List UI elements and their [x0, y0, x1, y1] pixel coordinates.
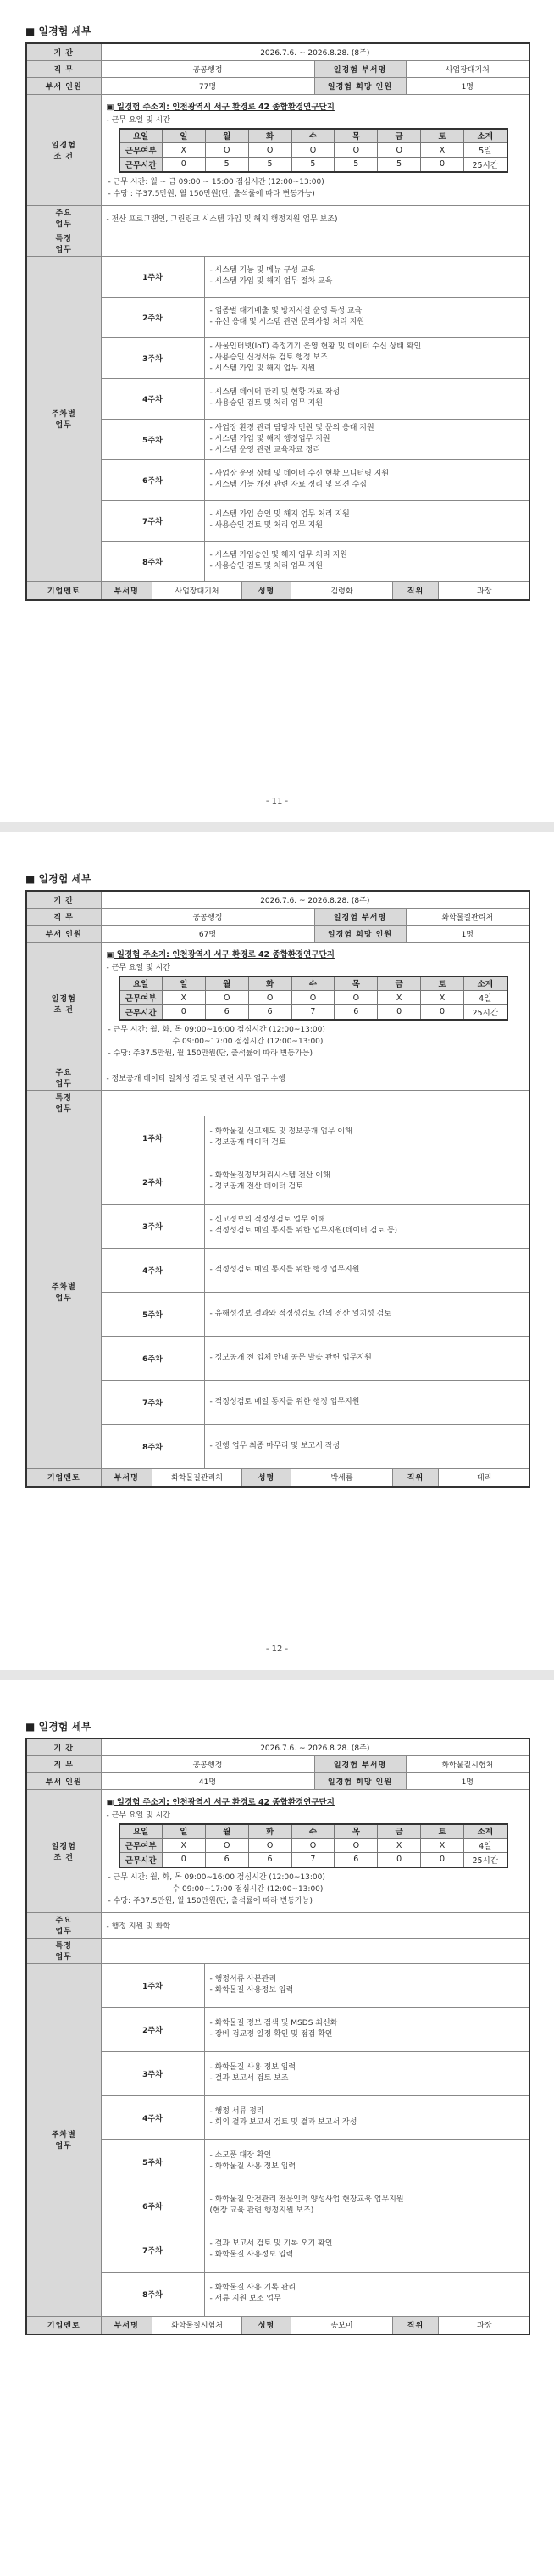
work-flag: X: [162, 143, 205, 158]
period-value: 2026.7.6. ~ 2026.8.28. (8주): [101, 891, 529, 908]
work-hours: 0: [421, 158, 464, 172]
day-header: 토: [421, 129, 464, 143]
workdays-table: [119, 128, 508, 173]
work-hours: 6: [248, 1853, 291, 1867]
role-value: 공공행정: [101, 908, 314, 925]
conditions-label: 일경험 조 건: [26, 1789, 101, 1912]
week-number: 5주차: [101, 1292, 204, 1336]
condition-note: 수 09:00~17:00 점심시간 (12:00~13:00): [172, 1037, 324, 1046]
staff-value: 67명: [101, 925, 314, 942]
week-task-line: - 정보공개 전 업체 안내 공문 발송 관련 업무지원: [209, 1353, 372, 1362]
week-tasks: [204, 1424, 529, 1468]
mentor-name-label: 성명: [242, 1469, 291, 1486]
mentor-title-label: 직위: [393, 582, 439, 599]
week-number: 5주차: [101, 419, 204, 459]
week-tasks: [204, 337, 529, 378]
dept-value: 화학물질시험처: [406, 1755, 529, 1772]
week-task-line: - 시스템 기능 개선 관련 자료 정리 및 의견 수집: [209, 481, 367, 489]
main-task-label: 주요 업무: [26, 205, 101, 231]
period-value: 2026.7.6. ~ 2026.8.28. (8주): [101, 1739, 529, 1755]
work-hours: 25시간: [464, 1853, 507, 1867]
work-flag: X: [421, 143, 464, 158]
week-task-line: - 화학물질 정보 검색 및 MSDS 최신화: [209, 2019, 338, 2028]
main-task-value: - 정보공개 데이터 일치성 검토 및 관련 서무 업무 수행: [101, 1065, 529, 1090]
section-title: ■ 일경험 세부: [25, 25, 91, 37]
work-hours: 5: [205, 158, 248, 172]
week-task-line: - 사용승인 검토 및 처리 업무 지원: [209, 562, 323, 570]
work-flag: O: [205, 991, 248, 1005]
hire-value: 1명: [406, 1772, 529, 1789]
week-number: 8주차: [101, 541, 204, 581]
work-hours: 0: [378, 1005, 421, 1020]
week-tasks: [204, 1336, 529, 1380]
detail-table: [25, 1738, 530, 2335]
main-task-label: 주요 업무: [26, 1912, 101, 1938]
hire-value: 1명: [406, 925, 529, 942]
mentor-title-value: 과장: [439, 2317, 530, 2334]
week-task-line: - 적정성검토 메일 통지를 위한 행정 업무지원: [209, 1265, 360, 1274]
week-tasks: [204, 2095, 529, 2139]
day-header: 수: [291, 129, 335, 143]
work-hours: 25시간: [464, 1005, 507, 1020]
day-header: 목: [335, 976, 378, 991]
week-task-line: - 화학물질 사용 정보 입력: [209, 2063, 296, 2072]
main-task-value: - 전산 프로그램인, 그린링크 시스템 가입 및 해지 행정지원 업무 보조): [101, 205, 529, 231]
condition-note: - 수당: 주37.5만원, 월 150만원(단, 출석률에 따라 변동가능): [108, 1896, 313, 1906]
work-hours: 0: [378, 1853, 421, 1867]
special-task-value: [101, 231, 529, 256]
hours-row-label: 근무시간: [119, 1005, 163, 1020]
work-flag: O: [248, 1839, 291, 1853]
week-tasks: [204, 2051, 529, 2095]
work-flag: O: [378, 143, 421, 158]
week-task-line: - 정보공개 전산 데이터 검토: [209, 1182, 303, 1191]
conditions-cell: [101, 94, 529, 205]
main-task-value: - 행정 지원 및 화학: [101, 1912, 529, 1938]
week-tasks: [204, 1160, 529, 1204]
week-task-line: - 결과 보고서 검토 및 기록 오기 확인: [209, 2239, 333, 2248]
day-header: 소계: [464, 976, 507, 991]
work-flag: O: [335, 991, 378, 1005]
work-flag: O: [205, 143, 248, 158]
week-task-line: - 시스템 가입 및 해지 업무 지원: [209, 364, 316, 373]
condition-note: - 수당: 주37.5만원, 월 150만원(단, 출석률에 따라 변동가능): [108, 1049, 313, 1058]
week-task-line: - 화학물질 안전관리 전문인력 양성사업 현장교육 업무지원: [209, 2195, 404, 2204]
weekly-task-label: 주차별 업무: [26, 1116, 101, 1468]
work-row-label: 근무여부: [119, 1839, 163, 1853]
week-task-line: - 사물인터넷(IoT) 측정기기 운영 현황 및 데이터 수신 상태 확인: [209, 342, 422, 351]
week-number: 1주차: [101, 1963, 204, 2007]
week-tasks: [204, 459, 529, 500]
page-separator: [0, 1670, 554, 1680]
dept-label: 일경험 부서명: [314, 60, 406, 77]
week-number: 2주차: [101, 2007, 204, 2051]
week-task-line: - 장비 검교정 일정 확인 및 점검 확인: [209, 2030, 333, 2039]
mentor-dept-label: 부서명: [102, 1469, 152, 1486]
week-tasks: [204, 1204, 529, 1248]
staff-label: 부서 인원: [26, 925, 101, 942]
week-number: 1주차: [101, 256, 204, 297]
period-label: 기 간: [26, 891, 101, 908]
hire-label: 일경험 희망 인원: [314, 77, 406, 94]
week-task-line: - 시스템 기능 및 메뉴 구성 교육: [209, 266, 316, 275]
work-address: ▣ 일경험 주소지: 인천광역시 서구 환경로 42 종합환경연구단지: [106, 1797, 335, 1807]
hours-row-label: 근무시간: [119, 158, 163, 172]
week-tasks: [204, 2272, 529, 2316]
hours-header: - 근무 요일 및 시간: [106, 1811, 171, 1820]
week-task-line: - 화학물질 신고제도 및 정보공개 업무 이해: [209, 1127, 352, 1136]
weekly-task-label: 주차별 업무: [26, 1963, 101, 2316]
day-header: 화: [248, 129, 291, 143]
mentor-name-label: 성명: [242, 2317, 291, 2334]
mentor-dept-value: 사업장대기처: [152, 582, 242, 599]
week-task-line: - 화학물질 사용정보 입력: [209, 2251, 294, 2259]
workdays-table: [119, 976, 508, 1021]
week-tasks: [204, 297, 529, 337]
role-value: 공공행정: [101, 1755, 314, 1772]
work-row-label: 근무여부: [119, 143, 163, 158]
week-task-line: (현장 교육 관련 행정지원 보조): [209, 2206, 314, 2215]
week-task-line: - 화학물질정보처리시스템 전산 이해: [209, 1171, 330, 1180]
day-header: 금: [378, 129, 421, 143]
week-tasks: [204, 378, 529, 419]
dept-value: 사업장대기처: [406, 60, 529, 77]
mentor-dept-value: 화학물질시험처: [152, 2317, 242, 2334]
work-hours: 0: [162, 158, 205, 172]
work-flag: X: [162, 1839, 205, 1853]
hours-header: - 근무 요일 및 시간: [106, 963, 171, 972]
mentor-title-value: 과장: [439, 582, 530, 599]
mentor-dept-value: 화학물질관리처: [152, 1469, 242, 1486]
work-flag: X: [378, 991, 421, 1005]
special-task-label: 특정 업무: [26, 231, 101, 256]
week-task-line: - 신고정보의 적정성검토 업무 이해: [209, 1216, 325, 1224]
work-hours: 7: [291, 1853, 335, 1867]
work-flag: X: [378, 1839, 421, 1853]
week-task-line: - 시스템 데이터 관리 및 현황 자료 작성: [209, 388, 341, 397]
dept-value: 화학물질관리처: [406, 908, 529, 925]
hire-value: 1명: [406, 77, 529, 94]
mentor-dept-label: 부서명: [102, 582, 152, 599]
role-value: 공공행정: [101, 60, 314, 77]
document-page: [0, 1695, 554, 2576]
workdays-table: [119, 1823, 508, 1868]
week-tasks: [204, 2228, 529, 2272]
week-number: 7주차: [101, 2228, 204, 2272]
work-hours: 5: [378, 158, 421, 172]
work-address: ▣ 일경험 주소지: 인천광역시 서구 환경로 42 종합환경연구단지: [106, 949, 335, 960]
work-hours: 0: [421, 1005, 464, 1020]
document-page: [0, 0, 554, 848]
work-hours: 5: [291, 158, 335, 172]
mentor-title-value: 대리: [439, 1469, 530, 1486]
week-task-line: - 화학물질 사용 정보 입력: [209, 2162, 296, 2171]
conditions-label: 일경험 조 건: [26, 94, 101, 205]
week-tasks: [204, 2184, 529, 2228]
day-header: 월: [205, 1824, 248, 1839]
weekly-task-label: 주차별 업무: [26, 256, 101, 581]
mentor-details: [101, 1468, 529, 1487]
work-flag: X: [421, 1839, 464, 1853]
work-flag: O: [248, 991, 291, 1005]
special-task-label: 특정 업무: [26, 1938, 101, 1963]
week-number: 4주차: [101, 1248, 204, 1292]
detail-table: [25, 42, 530, 601]
week-number: 3주차: [101, 1204, 204, 1248]
work-hours: 0: [162, 1853, 205, 1867]
mentor-details: [101, 581, 529, 600]
condition-note: - 근무 시간: 월 ~ 금 09:00 ~ 15:00 점심시간 (12:00~13:00): [108, 177, 324, 186]
week-number: 5주차: [101, 2139, 204, 2184]
role-label: 직 무: [26, 60, 101, 77]
staff-value: 41명: [101, 1772, 314, 1789]
week-task-line: - 업종별 대기배출 및 방지시설 운영 특성 교육: [209, 307, 363, 315]
work-hours: 6: [335, 1005, 378, 1020]
dept-label: 일경험 부서명: [314, 908, 406, 925]
detail-table: [25, 890, 530, 1488]
work-hours: 5: [248, 158, 291, 172]
condition-note: - 근무 시간: 월, 화, 목 09:00~16:00 점심시간 (12:00~13:00): [108, 1872, 325, 1882]
week-task-line: - 적정성검토 메일 통지를 위한 행정 업무지원: [209, 1397, 360, 1406]
staff-value: 77명: [101, 77, 314, 94]
week-tasks: [204, 500, 529, 541]
week-task-line: - 정보공개 데이터 검토: [209, 1138, 286, 1147]
week-tasks: [204, 256, 529, 297]
mentor-details: [101, 2316, 529, 2334]
work-flag: O: [248, 143, 291, 158]
day-header: 토: [421, 1824, 464, 1839]
day-header: 소계: [464, 129, 507, 143]
work-hours: 5: [335, 158, 378, 172]
special-task-label: 특정 업무: [26, 1090, 101, 1116]
work-hours: 25시간: [464, 158, 507, 172]
week-tasks: [204, 1292, 529, 1336]
week-tasks: [204, 1380, 529, 1424]
work-flag: O: [291, 143, 335, 158]
day-header: 수: [291, 976, 335, 991]
work-hours: 6: [205, 1005, 248, 1020]
condition-note: 수 09:00~17:00 점심시간 (12:00~13:00): [172, 1884, 324, 1894]
week-number: 4주차: [101, 378, 204, 419]
mentor-table: [102, 2317, 530, 2334]
period-value: 2026.7.6. ~ 2026.8.28. (8주): [101, 43, 529, 60]
condition-note: - 근무 시간: 월, 화, 목 09:00~16:00 점심시간 (12:00~13:00): [108, 1025, 325, 1034]
staff-label: 부서 인원: [26, 1772, 101, 1789]
day-header: 금: [378, 1824, 421, 1839]
special-task-value: [101, 1938, 529, 1963]
work-flag: O: [291, 1839, 335, 1853]
week-number: 8주차: [101, 1424, 204, 1468]
work-row-label: 근무여부: [119, 991, 163, 1005]
week-number: 4주차: [101, 2095, 204, 2139]
week-tasks: [204, 2139, 529, 2184]
work-hours: 0: [162, 1005, 205, 1020]
page-number: - 11 -: [265, 797, 289, 806]
page-content: [25, 1719, 529, 2335]
work-flag: O: [205, 1839, 248, 1853]
mentor-title-label: 직위: [393, 2317, 439, 2334]
hire-label: 일경험 희망 인원: [314, 925, 406, 942]
page-content: [25, 24, 529, 601]
conditions-cell: [101, 1789, 529, 1912]
week-task-line: - 행정서류 사본관리: [209, 1975, 277, 1983]
mentor-dept-label: 부서명: [102, 2317, 152, 2334]
week-task-line: - 화학물질 사용정보 입력: [209, 1986, 294, 1995]
page-content: [25, 871, 529, 1488]
hire-label: 일경험 희망 인원: [314, 1772, 406, 1789]
work-hours: 6: [335, 1853, 378, 1867]
mentor-name-value: 송보미: [291, 2317, 393, 2334]
week-tasks: [204, 419, 529, 459]
role-label: 직 무: [26, 1755, 101, 1772]
document-page: [0, 848, 554, 1695]
week-task-line: - 화학물질 사용 기록 관리: [209, 2284, 296, 2292]
day-header: 요일: [119, 976, 163, 991]
conditions-cell: [101, 942, 529, 1065]
page-separator: [0, 822, 554, 832]
week-task-line: - 사용승인 검토 및 처리 업무 지원: [209, 521, 323, 530]
condition-note: - 수당 : 주37.5만원, 월 150만원(단, 출석률에 따라 변동가능): [108, 189, 315, 198]
work-flag: O: [291, 991, 335, 1005]
mentor-label: 기업멘토: [26, 2316, 101, 2334]
week-tasks: [204, 1963, 529, 2007]
work-hours: 7: [291, 1005, 335, 1020]
work-flag: 4일: [464, 1839, 507, 1853]
mentor-title-label: 직위: [393, 1469, 439, 1486]
week-task-line: - 사업장 환경 관리 담당자 민원 및 문의 응대 지원: [209, 423, 374, 432]
work-hours: 6: [205, 1853, 248, 1867]
week-number: 2주차: [101, 297, 204, 337]
work-address: ▣ 일경험 주소지: 인천광역시 서구 환경로 42 종합환경연구단지: [106, 102, 335, 112]
week-task-line: - 결과 보고서 검토 보조: [209, 2074, 289, 2083]
hours-row-label: 근무시간: [119, 1853, 163, 1867]
week-task-line: - 회의 결과 보고서 검토 및 결과 보고서 작성: [209, 2118, 357, 2127]
day-header: 일: [162, 1824, 205, 1839]
mentor-name-label: 성명: [242, 582, 291, 599]
day-header: 수: [291, 1824, 335, 1839]
day-header: 일: [162, 129, 205, 143]
work-flag: X: [162, 991, 205, 1005]
week-task-line: - 시스템 가입 및 해지 업무 절차 교육: [209, 277, 333, 286]
day-header: 일: [162, 976, 205, 991]
work-hours: 6: [248, 1005, 291, 1020]
week-task-line: - 사업장 운영 상태 및 데이터 수신 현황 모니터링 지원: [209, 470, 390, 478]
week-number: 7주차: [101, 1380, 204, 1424]
mentor-table: [102, 582, 530, 599]
week-number: 1주차: [101, 1116, 204, 1160]
week-number: 6주차: [101, 2184, 204, 2228]
week-tasks: [204, 2007, 529, 2051]
mentor-label: 기업멘토: [26, 1468, 101, 1487]
day-header: 월: [205, 976, 248, 991]
work-flag: O: [335, 1839, 378, 1853]
week-task-line: - 행정 서류 정리: [209, 2107, 264, 2116]
mentor-table: [102, 1469, 530, 1486]
week-task-line: - 시스템 가입 및 해지 행정업무 지원: [209, 434, 330, 443]
dept-label: 일경험 부서명: [314, 1755, 406, 1772]
week-tasks: [204, 1248, 529, 1292]
work-flag: O: [335, 143, 378, 158]
period-label: 기 간: [26, 1739, 101, 1755]
day-header: 월: [205, 129, 248, 143]
staff-label: 부서 인원: [26, 77, 101, 94]
week-task-line: - 시스템 가입승인 및 해지 업무 처리 지원: [209, 551, 347, 559]
week-number: 3주차: [101, 337, 204, 378]
week-task-line: - 적정성검토 메일 통지를 위한 업무지원(데이터 검토 등): [209, 1227, 398, 1235]
week-tasks: [204, 541, 529, 581]
hours-header: - 근무 요일 및 시간: [106, 115, 171, 125]
week-number: 2주차: [101, 1160, 204, 1204]
page-number: - 12 -: [265, 1644, 289, 1654]
work-flag: 4일: [464, 991, 507, 1005]
week-number: 6주차: [101, 1336, 204, 1380]
conditions-label: 일경험 조 건: [26, 942, 101, 1065]
day-header: 목: [335, 129, 378, 143]
week-task-line: - 유선 응대 및 시스템 관련 문의사항 처리 지원: [209, 318, 365, 326]
week-number: 6주차: [101, 459, 204, 500]
week-number: 3주차: [101, 2051, 204, 2095]
week-task-line: - 사용승인 신청서류 검토 행정 보조: [209, 353, 328, 362]
main-task-label: 주요 업무: [26, 1065, 101, 1090]
work-flag: 5일: [464, 143, 507, 158]
day-header: 화: [248, 976, 291, 991]
day-header: 소계: [464, 1824, 507, 1839]
week-number: 8주차: [101, 2272, 204, 2316]
week-number: 7주차: [101, 500, 204, 541]
day-header: 요일: [119, 129, 163, 143]
mentor-name-value: 박세롬: [291, 1469, 393, 1486]
day-header: 요일: [119, 1824, 163, 1839]
period-label: 기 간: [26, 43, 101, 60]
week-task-line: - 유해성정보 결과와 적정성검토 간의 전산 일치성 검토: [209, 1309, 392, 1318]
week-task-line: - 진행 업무 최종 마무리 및 보고서 작성: [209, 1441, 341, 1450]
work-flag: X: [421, 991, 464, 1005]
work-hours: 0: [421, 1853, 464, 1867]
section-title: ■ 일경험 세부: [25, 1721, 91, 1733]
week-task-line: - 소모품 대장 확인: [209, 2151, 272, 2160]
week-task-line: - 시스템 운영 관련 교육자료 정리: [209, 445, 321, 454]
week-task-line: - 시스템 가입 승인 및 해지 업무 처리 지원: [209, 510, 350, 519]
section-title: ■ 일경험 세부: [25, 873, 91, 885]
mentor-name-value: 김령화: [291, 582, 393, 599]
day-header: 목: [335, 1824, 378, 1839]
week-task-line: - 사용승인 검토 및 처리 업무 지원: [209, 399, 323, 408]
role-label: 직 무: [26, 908, 101, 925]
week-tasks: [204, 1116, 529, 1160]
day-header: 토: [421, 976, 464, 991]
special-task-value: [101, 1090, 529, 1116]
mentor-label: 기업멘토: [26, 581, 101, 600]
day-header: 금: [378, 976, 421, 991]
week-task-line: - 서류 지원 보조 업무: [209, 2295, 281, 2303]
day-header: 화: [248, 1824, 291, 1839]
